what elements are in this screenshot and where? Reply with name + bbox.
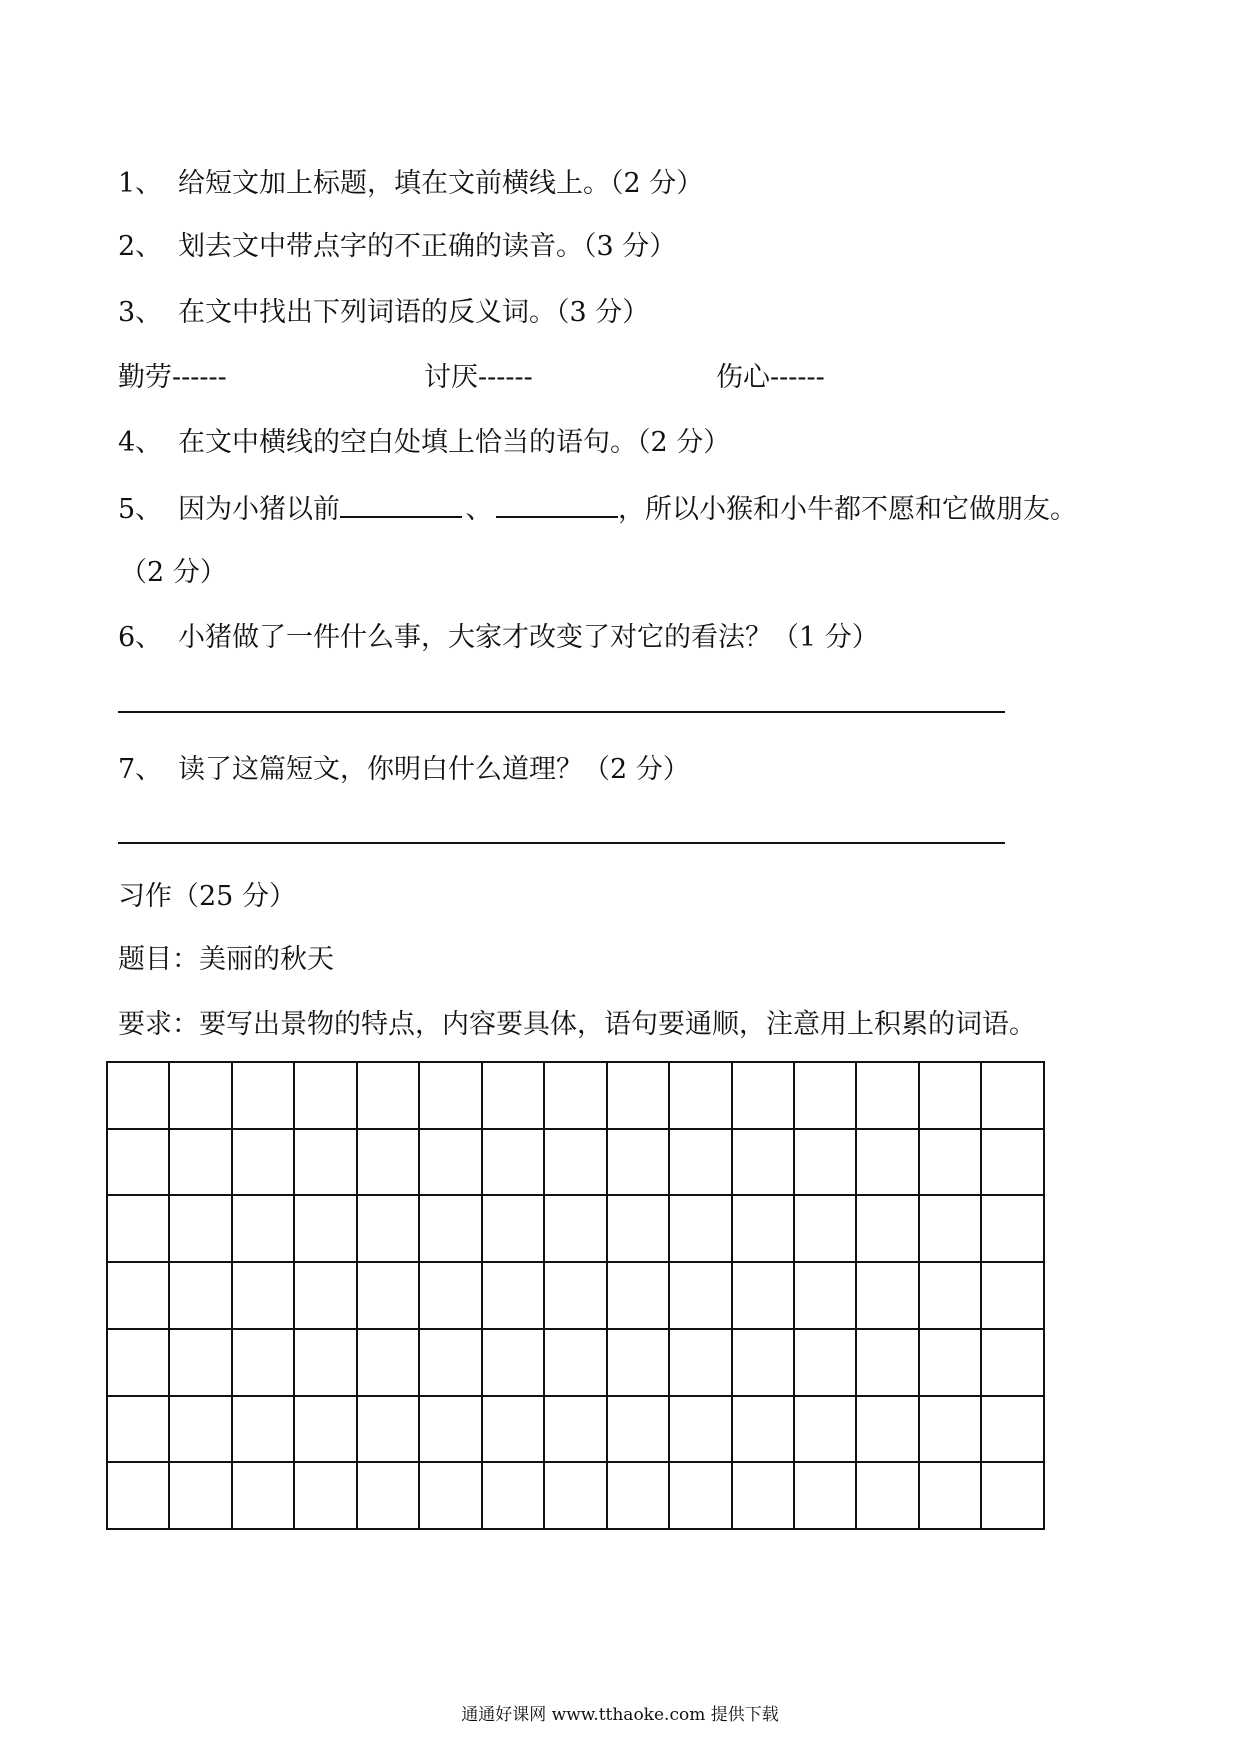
grid-cell[interactable] bbox=[169, 1462, 231, 1529]
grid-cell[interactable] bbox=[607, 1329, 669, 1396]
question-5 bbox=[118, 490, 1077, 528]
question-text-after: ，所以小猴和小牛都不愿和它做朋友。 bbox=[618, 494, 1077, 525]
grid-cell[interactable] bbox=[856, 1462, 918, 1529]
grid-cell[interactable] bbox=[357, 1062, 419, 1129]
grid-cell[interactable] bbox=[856, 1195, 918, 1262]
composition-title: 题目：美丽的秋天 bbox=[118, 944, 334, 975]
grid-cell[interactable] bbox=[919, 1396, 981, 1463]
question-number: 3、 bbox=[118, 297, 163, 328]
grid-cell[interactable] bbox=[419, 1195, 481, 1262]
grid-cell[interactable] bbox=[357, 1396, 419, 1463]
grid-cell[interactable] bbox=[294, 1396, 356, 1463]
question-number: 5、 bbox=[118, 494, 163, 525]
grid-cell[interactable] bbox=[856, 1062, 918, 1129]
grid-cell[interactable] bbox=[981, 1262, 1044, 1329]
grid-cell[interactable] bbox=[732, 1329, 794, 1396]
grid-cell[interactable] bbox=[794, 1329, 856, 1396]
grid-cell[interactable] bbox=[482, 1329, 544, 1396]
grid-cell[interactable] bbox=[794, 1262, 856, 1329]
grid-cell[interactable] bbox=[732, 1129, 794, 1196]
grid-cell[interactable] bbox=[794, 1462, 856, 1529]
grid-cell[interactable] bbox=[981, 1462, 1044, 1529]
grid-cell[interactable] bbox=[544, 1195, 606, 1262]
grid-cell[interactable] bbox=[607, 1062, 669, 1129]
grid-cell[interactable] bbox=[919, 1329, 981, 1396]
grid-cell[interactable] bbox=[294, 1262, 356, 1329]
grid-cell[interactable] bbox=[232, 1396, 294, 1463]
grid-cell[interactable] bbox=[419, 1129, 481, 1196]
question-7 bbox=[118, 752, 690, 788]
grid-cell[interactable] bbox=[232, 1129, 294, 1196]
grid-cell[interactable] bbox=[981, 1195, 1044, 1262]
question-2 bbox=[118, 229, 676, 265]
grid-cell[interactable] bbox=[482, 1262, 544, 1329]
question-6 bbox=[118, 620, 879, 656]
writing-grid bbox=[106, 1061, 1045, 1530]
composition-requirement: 要求：要写出景物的特点，内容要具体，语句要通顺，注意用上积累的词语。 bbox=[118, 1009, 1036, 1040]
grid-cell[interactable] bbox=[107, 1462, 169, 1529]
grid-cell[interactable] bbox=[169, 1062, 231, 1129]
grid-cell[interactable] bbox=[669, 1129, 731, 1196]
grid-cell[interactable] bbox=[544, 1462, 606, 1529]
grid-cell[interactable] bbox=[294, 1129, 356, 1196]
grid-cell[interactable] bbox=[607, 1129, 669, 1196]
grid-row bbox=[107, 1396, 1044, 1463]
grid-cell[interactable] bbox=[482, 1195, 544, 1262]
question-5-score: （2 分） bbox=[120, 557, 227, 588]
grid-cell[interactable] bbox=[794, 1195, 856, 1262]
question-text: 给短文加上标题，填在文前横线上。（2 分） bbox=[178, 168, 704, 199]
grid-cell[interactable] bbox=[482, 1396, 544, 1463]
grid-cell[interactable] bbox=[607, 1396, 669, 1463]
grid-cell[interactable] bbox=[107, 1129, 169, 1196]
grid-cell[interactable] bbox=[294, 1462, 356, 1529]
grid-row bbox=[107, 1062, 1044, 1129]
grid-cell[interactable] bbox=[669, 1462, 731, 1529]
grid-cell[interactable] bbox=[544, 1062, 606, 1129]
grid-cell[interactable] bbox=[856, 1396, 918, 1463]
grid-cell[interactable] bbox=[419, 1462, 481, 1529]
grid-cell[interactable] bbox=[107, 1195, 169, 1262]
footer: 通通好课网 www.tthaoke.com 提供下载 bbox=[461, 1705, 779, 1725]
grid-cell[interactable] bbox=[732, 1462, 794, 1529]
question-4 bbox=[118, 425, 730, 461]
grid-cell[interactable] bbox=[107, 1329, 169, 1396]
grid-cell[interactable] bbox=[732, 1262, 794, 1329]
grid-cell[interactable] bbox=[607, 1195, 669, 1262]
question-text: 读了这篇短文，你明白什么道理？（2 分） bbox=[178, 754, 690, 785]
question-text: 在文中横线的空白处填上恰当的语句。（2 分） bbox=[178, 427, 731, 458]
grid-cell[interactable] bbox=[794, 1396, 856, 1463]
question-text: 小猪做了一件什么事，大家才改变了对它的看法？（1 分） bbox=[178, 622, 879, 653]
fill-blank[interactable] bbox=[340, 490, 462, 518]
grid-cell[interactable] bbox=[607, 1462, 669, 1529]
grid-cell[interactable] bbox=[482, 1462, 544, 1529]
fill-blank[interactable] bbox=[496, 490, 618, 518]
grid-cell[interactable] bbox=[919, 1195, 981, 1262]
grid-row bbox=[107, 1462, 1044, 1529]
grid-cell[interactable] bbox=[482, 1062, 544, 1129]
grid-cell[interactable] bbox=[107, 1396, 169, 1463]
grid-cell[interactable] bbox=[169, 1329, 231, 1396]
grid-cell[interactable] bbox=[169, 1195, 231, 1262]
grid-cell[interactable] bbox=[544, 1262, 606, 1329]
composition-heading: 习作（25 分） bbox=[118, 881, 296, 912]
grid-cell[interactable] bbox=[544, 1129, 606, 1196]
grid-cell[interactable] bbox=[107, 1062, 169, 1129]
grid-cell[interactable] bbox=[232, 1062, 294, 1129]
separator: 、 bbox=[465, 494, 493, 525]
grid-cell[interactable] bbox=[232, 1262, 294, 1329]
grid-cell[interactable] bbox=[169, 1262, 231, 1329]
grid-cell[interactable] bbox=[169, 1129, 231, 1196]
grid-row bbox=[107, 1129, 1044, 1196]
grid-cell[interactable] bbox=[607, 1262, 669, 1329]
grid-cell[interactable] bbox=[981, 1129, 1044, 1196]
grid-cell[interactable] bbox=[232, 1195, 294, 1262]
grid-cell[interactable] bbox=[981, 1062, 1044, 1129]
grid-cell[interactable] bbox=[794, 1129, 856, 1196]
grid-cell[interactable] bbox=[794, 1062, 856, 1129]
antonym-item: 伤心------ bbox=[716, 362, 825, 393]
grid-cell[interactable] bbox=[232, 1329, 294, 1396]
grid-cell[interactable] bbox=[919, 1129, 981, 1196]
grid-cell[interactable] bbox=[669, 1062, 731, 1129]
grid-cell[interactable] bbox=[669, 1195, 731, 1262]
grid-cell[interactable] bbox=[669, 1262, 731, 1329]
grid-cell[interactable] bbox=[357, 1462, 419, 1529]
grid-cell[interactable] bbox=[856, 1129, 918, 1196]
grid-cell[interactable] bbox=[732, 1195, 794, 1262]
grid-cell[interactable] bbox=[732, 1062, 794, 1129]
grid-cell[interactable] bbox=[357, 1195, 419, 1262]
question-number: 4、 bbox=[118, 427, 163, 458]
grid-cell[interactable] bbox=[107, 1262, 169, 1329]
grid-cell[interactable] bbox=[544, 1396, 606, 1463]
question-3 bbox=[118, 295, 649, 331]
question-number: 7、 bbox=[118, 754, 163, 785]
grid-cell[interactable] bbox=[981, 1396, 1044, 1463]
grid-cell[interactable] bbox=[294, 1062, 356, 1129]
question-text: 划去文中带点字的不正确的读音。（3 分） bbox=[178, 231, 677, 262]
grid-cell[interactable] bbox=[981, 1329, 1044, 1396]
grid-cell[interactable] bbox=[856, 1262, 918, 1329]
grid-cell[interactable] bbox=[419, 1262, 481, 1329]
grid-cell[interactable] bbox=[669, 1396, 731, 1463]
grid-cell[interactable] bbox=[357, 1329, 419, 1396]
grid-cell[interactable] bbox=[732, 1396, 794, 1463]
antonym-item: 勤劳------ bbox=[118, 362, 227, 393]
grid-cell[interactable] bbox=[544, 1329, 606, 1396]
grid-cell[interactable] bbox=[294, 1329, 356, 1396]
grid-cell[interactable] bbox=[919, 1462, 981, 1529]
question-number: 6、 bbox=[118, 622, 163, 653]
question-number: 1、 bbox=[118, 168, 163, 199]
antonym-item: 讨厌------ bbox=[424, 362, 533, 393]
grid-cell[interactable] bbox=[669, 1329, 731, 1396]
question-1 bbox=[118, 166, 703, 202]
grid-cell[interactable] bbox=[169, 1396, 231, 1463]
question-text-before: 因为小猪以前 bbox=[178, 494, 340, 525]
grid-cell[interactable] bbox=[232, 1462, 294, 1529]
question-text: 在文中找出下列词语的反义词。（3 分） bbox=[178, 297, 650, 328]
grid-cell[interactable] bbox=[357, 1129, 419, 1196]
grid-cell[interactable] bbox=[919, 1062, 981, 1129]
grid-cell[interactable] bbox=[482, 1129, 544, 1196]
grid-cell[interactable] bbox=[419, 1062, 481, 1129]
grid-row bbox=[107, 1195, 1044, 1262]
answer-line[interactable] bbox=[118, 842, 1005, 844]
grid-cell[interactable] bbox=[294, 1195, 356, 1262]
grid-row bbox=[107, 1262, 1044, 1329]
grid-cell[interactable] bbox=[357, 1262, 419, 1329]
grid-cell[interactable] bbox=[419, 1329, 481, 1396]
grid-cell[interactable] bbox=[919, 1262, 981, 1329]
question-number: 2、 bbox=[118, 231, 163, 262]
grid-row bbox=[107, 1329, 1044, 1396]
grid-cell[interactable] bbox=[419, 1396, 481, 1463]
answer-line[interactable] bbox=[118, 711, 1005, 713]
grid-cell[interactable] bbox=[856, 1329, 918, 1396]
